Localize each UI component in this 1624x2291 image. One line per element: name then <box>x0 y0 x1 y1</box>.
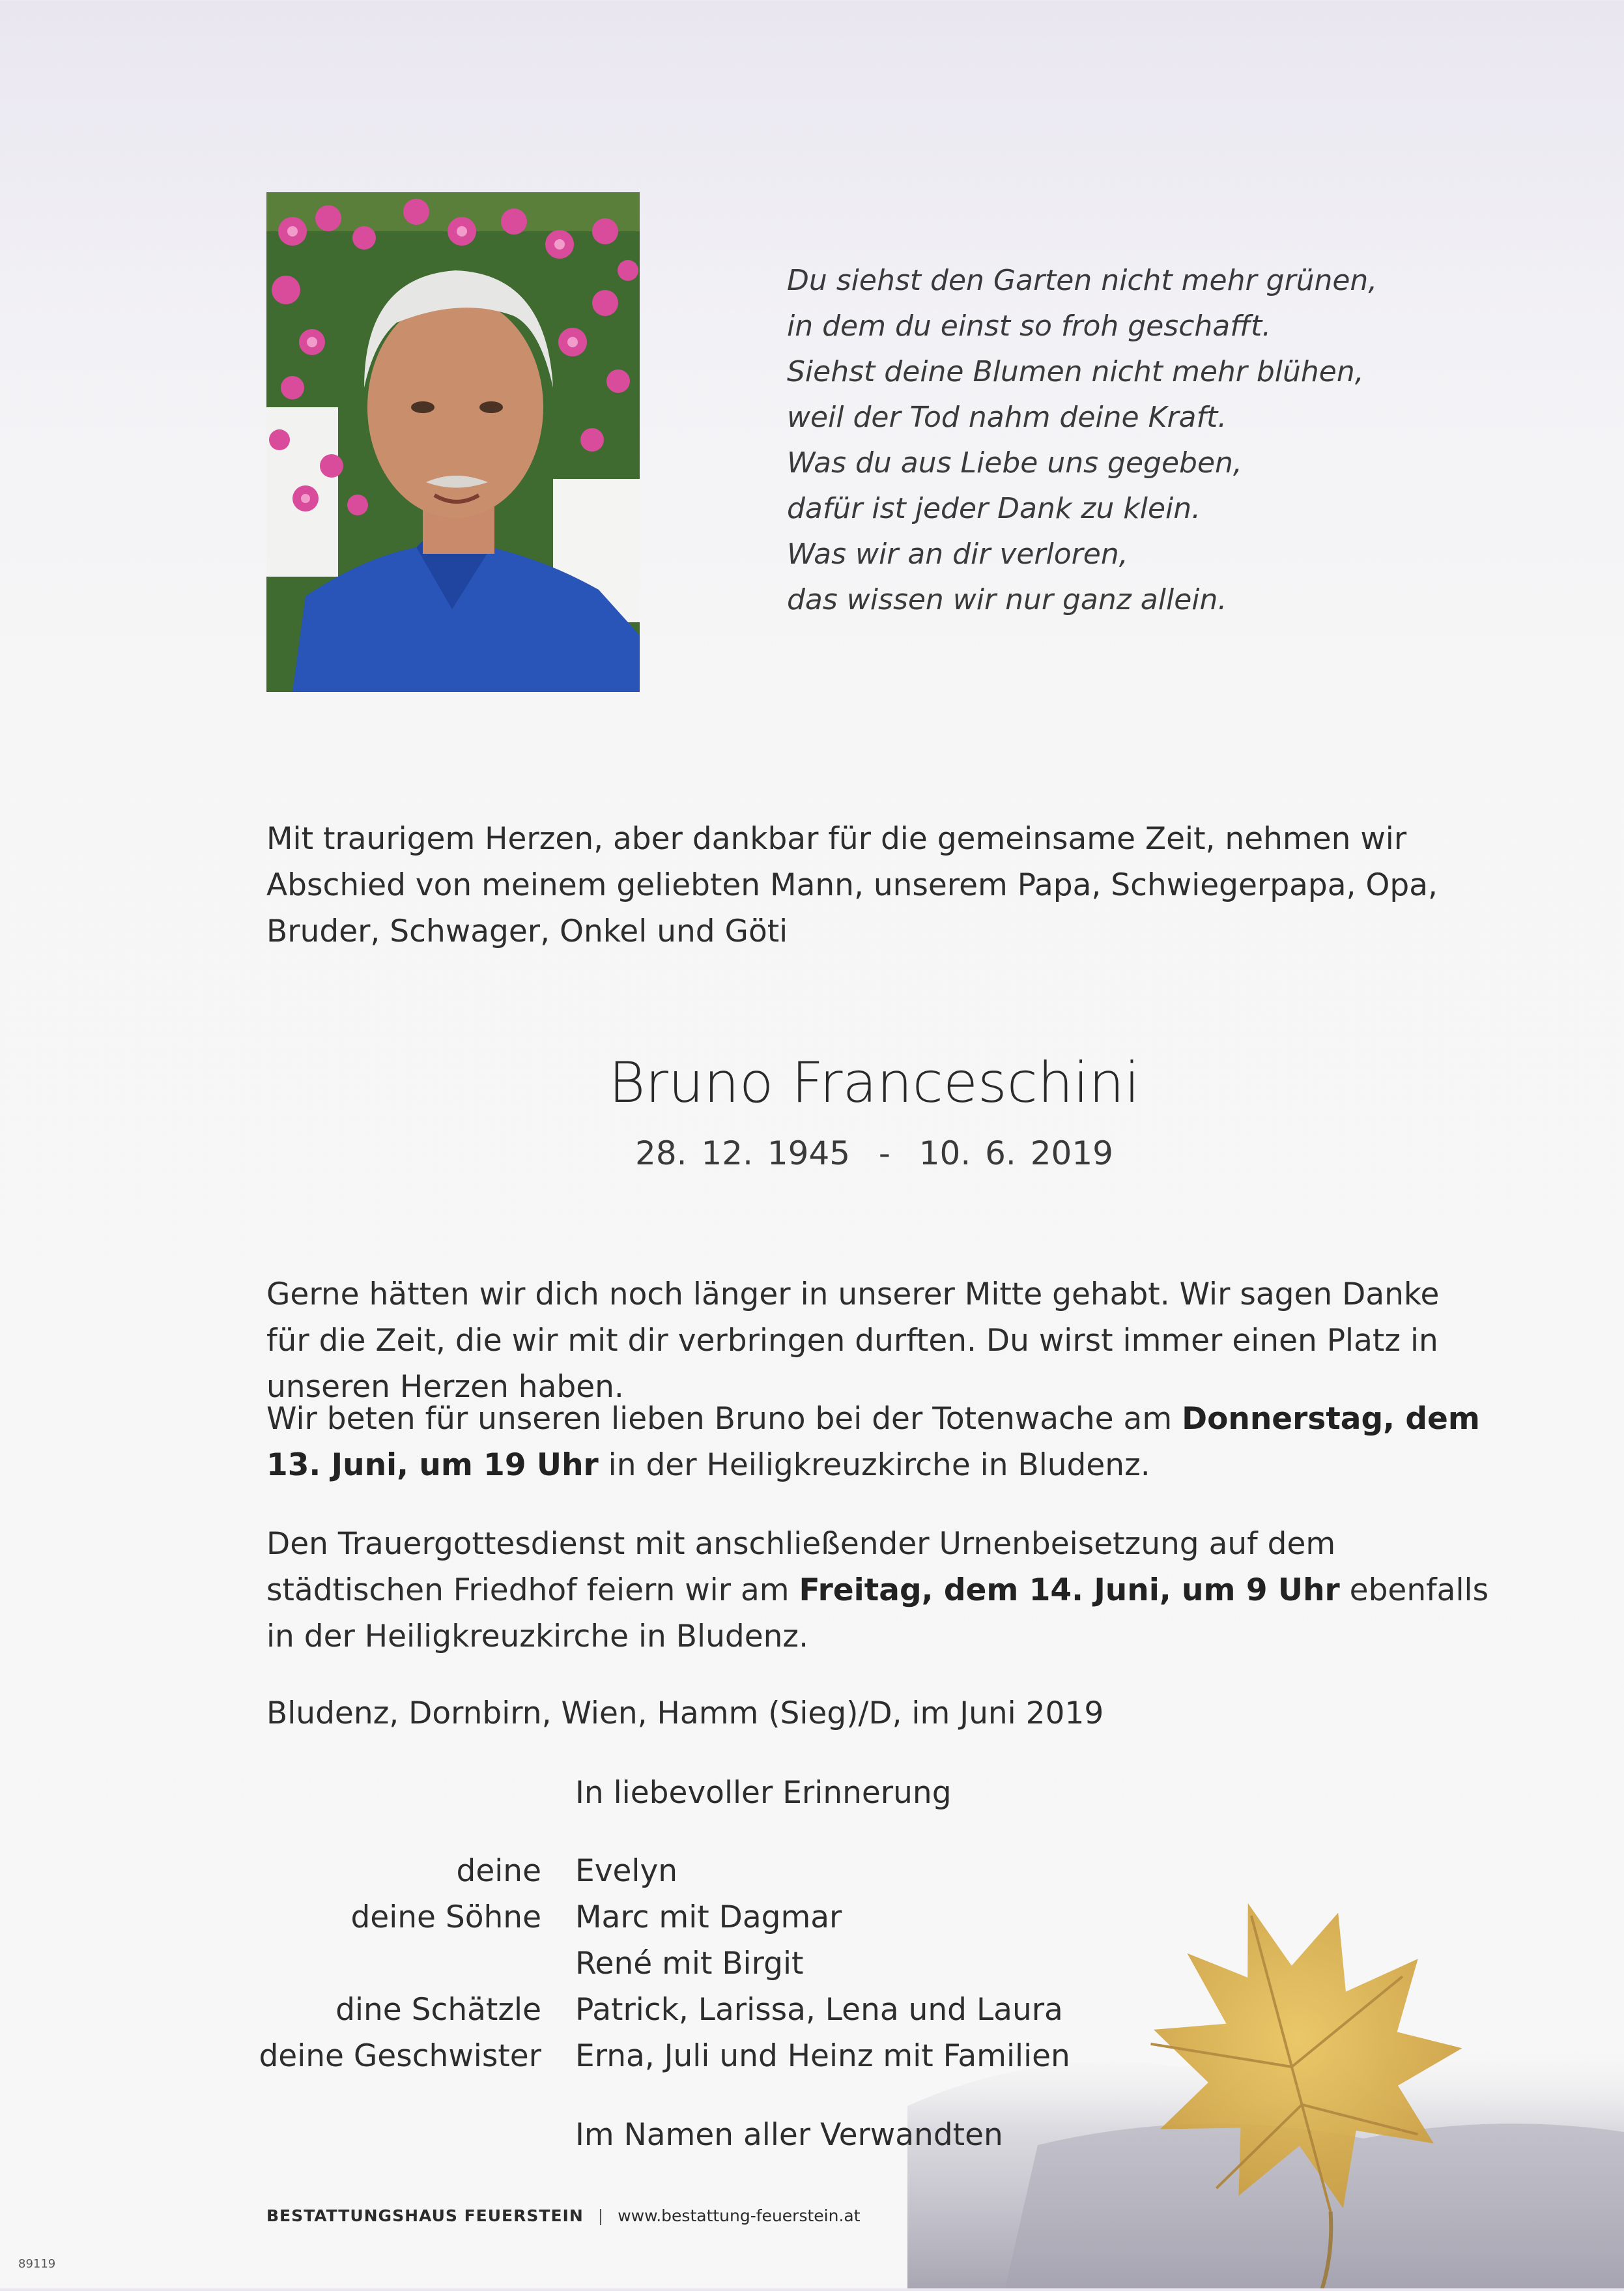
funeral-home-website[interactable]: www.bestattung-feuerstein.at <box>618 2206 861 2225</box>
wake-paragraph <box>266 1396 1491 1488</box>
poem-line: das wissen wir nur ganz allein. <box>787 583 1227 616</box>
mourner-names: Marc mit Dagmar <box>575 1899 842 1935</box>
service-location: ebenfalls in der Heiligkreuzkirche in Bludenz. <box>266 1572 1489 1654</box>
wake-location: in der Heiligkreuzkirche in Bludenz. <box>598 1447 1150 1483</box>
poem-line: Du siehst den Garten nicht mehr grünen, <box>787 264 1378 297</box>
service-text: Den Trauergottesdienst mit anschließender Urnenbeisetzung auf dem städtischen Friedhof feiern wir am <box>266 1526 1336 1608</box>
service-date: Freitag, dem 14. Juni, um 9 Uhr <box>799 1572 1340 1608</box>
service-paragraph <box>266 1521 1491 1660</box>
poem-line: in dem du einst so froh geschafft. <box>787 310 1272 343</box>
intro-text: Mit traurigem Herzen, aber dankbar für die gemeinsame Zeit, nehmen wir Abschied von meinem geliebten Mann, unserem Papa, Schwiegerpapa, Opa, Bruder, Schwager, Onkel und Göti <box>266 821 1438 949</box>
poem-line: Siehst deine Blumen nicht mehr blühen, <box>787 355 1364 388</box>
closing-line: Im Namen aller Verwandten <box>575 2117 1003 2153</box>
poem-line: weil der Tod nahm deine Kraft. <box>787 401 1227 434</box>
remembrance-line: In liebevoller Erinnerung <box>575 1775 952 1811</box>
deceased-name: Bruno Franceschini <box>608 1050 1140 1116</box>
mourner-names: Erna, Juli und Heinz mit Familien <box>575 2038 1070 2074</box>
poem-line: dafür ist jeder Dank zu klein. <box>787 492 1201 525</box>
place-date: Bludenz, Dornbirn, Wien, Hamm (Sieg)/D, im Juni 2019 <box>266 1695 1104 1731</box>
wake-text: Wir beten für unseren lieben Bruno bei der Totenwache am <box>266 1401 1182 1437</box>
mourner-relation: deine Geschwister <box>259 2038 541 2074</box>
poem-line: Was wir an dir verloren, <box>787 538 1128 571</box>
mourner-names: Patrick, Larissa, Lena und Laura <box>575 1992 1063 2028</box>
wake-date: Donnerstag, dem 13. Juni, um 19 Uhr <box>266 1401 1480 1483</box>
funeral-home-name: BESTATTUNGSHAUS FEUERSTEIN <box>266 2206 584 2225</box>
mourner-row <box>0 1940 1624 1987</box>
print-code: 89119 <box>18 2257 56 2271</box>
life-dates: 28. 12. 1945 - 10. 6. 2019 <box>635 1134 1113 1172</box>
poem <box>787 258 1438 623</box>
poem-line: Was du aus Liebe uns gegeben, <box>787 446 1242 480</box>
portrait-photo <box>266 192 640 692</box>
mourner-row <box>0 2033 1624 2079</box>
mourner-relation: dine Schätzle <box>335 1992 541 2028</box>
mourner-relation: deine <box>456 1853 541 1889</box>
mourner-names: Evelyn <box>575 1853 678 1889</box>
mourner-relation: deine Söhne <box>350 1899 541 1935</box>
mourner-row <box>0 1848 1624 1894</box>
mourner-row <box>0 1894 1624 1940</box>
footer-separator: | <box>597 2206 604 2225</box>
mourners-list <box>0 1848 1624 2079</box>
mourner-names: René mit Birgit <box>575 1946 804 1981</box>
gratitude-paragraph: Gerne hätten wir dich noch länger in unserer Mitte gehabt. Wir sagen Danke für die Zeit, die wir mit dir verbringen durften. Du wirst immer einen Platz in unseren Herzen haben. <box>266 1276 1440 1405</box>
footer <box>266 2206 861 2225</box>
mourner-row <box>0 1987 1624 2033</box>
portrait-illustration <box>266 192 640 692</box>
